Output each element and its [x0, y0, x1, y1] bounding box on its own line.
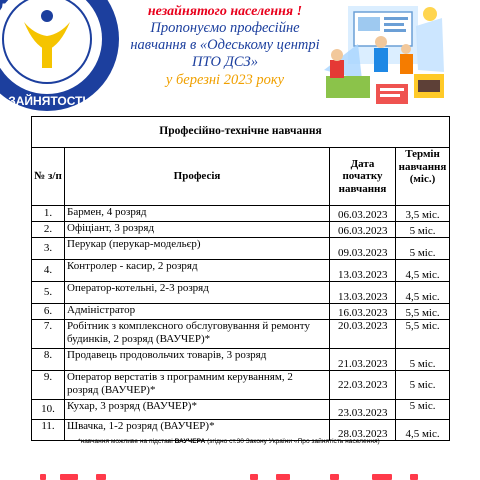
row-profession: Робітник з комплексного обслуговування й ремонту будинків, 2 розряд (ВАУЧЕР)*: [65, 320, 330, 349]
row-term: 5 міс.: [396, 222, 450, 238]
row-profession: Контролер - касир, 2 розряд: [65, 260, 330, 282]
cropped-bottom-text: [0, 468, 480, 480]
row-term: 5,5 міс.: [396, 320, 450, 349]
footnote-text-before: *навчання можливе на підставі: [78, 438, 175, 445]
header-line-1: незайнятого населення !: [147, 4, 303, 19]
table-row: [32, 222, 450, 238]
office-illustration: [318, 0, 448, 110]
row-term: 5,5 міс.: [396, 304, 450, 320]
col-header-profession: Професія: [65, 148, 330, 206]
row-number: 11.: [32, 420, 65, 441]
row-number: 4.: [32, 260, 65, 282]
row-date: 06.03.2023: [330, 206, 396, 222]
row-number: 9.: [32, 371, 65, 400]
row-date: 22.03.2023: [330, 371, 396, 400]
table-row: [32, 304, 450, 320]
footnote-text-after: (згідно ст.30 Закону України «Про зайнятість населення): [205, 438, 380, 445]
row-profession: Бармен, 4 розряд: [65, 206, 330, 222]
table-row: [32, 320, 450, 349]
row-term: 5 міс.: [396, 371, 450, 400]
row-profession: Швачка, 1-2 розряд (ВАУЧЕР)*: [65, 420, 330, 441]
row-date: 20.03.2023: [330, 320, 396, 349]
col-header-number: № з/п: [32, 148, 65, 206]
col-header-term: Термін навчання (міс.): [396, 148, 450, 206]
row-number: 5.: [32, 282, 65, 304]
row-number: 8.: [32, 349, 65, 371]
row-number: 1.: [32, 206, 65, 222]
footnote-voucher: ВАУЧЕРА: [174, 438, 206, 445]
header-line-5: у березні 2023 року: [165, 72, 285, 88]
table-row: [32, 260, 450, 282]
row-term: 5 міс.: [396, 349, 450, 371]
header-line-2: Пропонуємо професійне: [150, 20, 300, 36]
row-profession: Адміністратор: [65, 304, 330, 320]
row-date: 13.03.2023: [330, 260, 396, 282]
row-profession: Перукар (перукар-модельєр): [65, 238, 330, 260]
col-header-start-date: Дата початку навчання: [330, 148, 396, 206]
row-profession: Офіціант, 3 розряд: [65, 222, 330, 238]
courses-table: [31, 116, 450, 441]
header-line-4: ПТО ДСЗ»: [192, 54, 258, 70]
row-term: 4,5 міс.: [396, 260, 450, 282]
row-date: 06.03.2023: [330, 222, 396, 238]
row-term: 5 міс.: [396, 400, 450, 420]
employment-service-logo: [0, 0, 122, 114]
row-date: 23.03.2023: [330, 400, 396, 420]
row-date: 09.03.2023: [330, 238, 396, 260]
table-row: [32, 282, 450, 304]
row-number: 10.: [32, 400, 65, 420]
row-date: 16.03.2023: [330, 304, 396, 320]
voucher-footnote: [78, 438, 380, 445]
row-number: 7.: [32, 320, 65, 349]
row-number: 3.: [32, 238, 65, 260]
row-profession: Оператор верстатів з програмним керуванням, 2 розряд (ВАУЧЕР)*: [65, 371, 330, 400]
row-term: 4,5 міс.: [396, 420, 450, 441]
table-row: [32, 400, 450, 420]
header-text: [118, 0, 332, 89]
logo-top-letter: Д: [0, 1, 9, 15]
row-number: 6.: [32, 304, 65, 320]
row-profession: Оператор-котельні, 2-3 розряд: [65, 282, 330, 304]
row-profession: Продавець продовольчих товарів, 3 розряд: [65, 349, 330, 371]
row-date: 21.03.2023: [330, 349, 396, 371]
table-row: [32, 349, 450, 371]
row-term: 3,5 міс.: [396, 206, 450, 222]
row-number: 2.: [32, 222, 65, 238]
row-date: 28.03.2023: [330, 420, 396, 441]
header-line-3: навчання в «Одеському центрі: [130, 37, 320, 53]
table-row: [32, 371, 450, 400]
table-row: [32, 238, 450, 260]
table-title-row: [32, 117, 450, 148]
logo-text: ЗАЙНЯТОСТІ: [8, 94, 86, 108]
row-profession: Кухар, 3 розряд (ВАУЧЕР)*: [65, 400, 330, 420]
row-term: 5 міс.: [396, 238, 450, 260]
table-title: Професійно-технічне навчання: [32, 117, 450, 148]
table-header-row: [32, 148, 450, 206]
table-row: [32, 206, 450, 222]
row-term: 4,5 міс.: [396, 282, 450, 304]
row-date: 13.03.2023: [330, 282, 396, 304]
